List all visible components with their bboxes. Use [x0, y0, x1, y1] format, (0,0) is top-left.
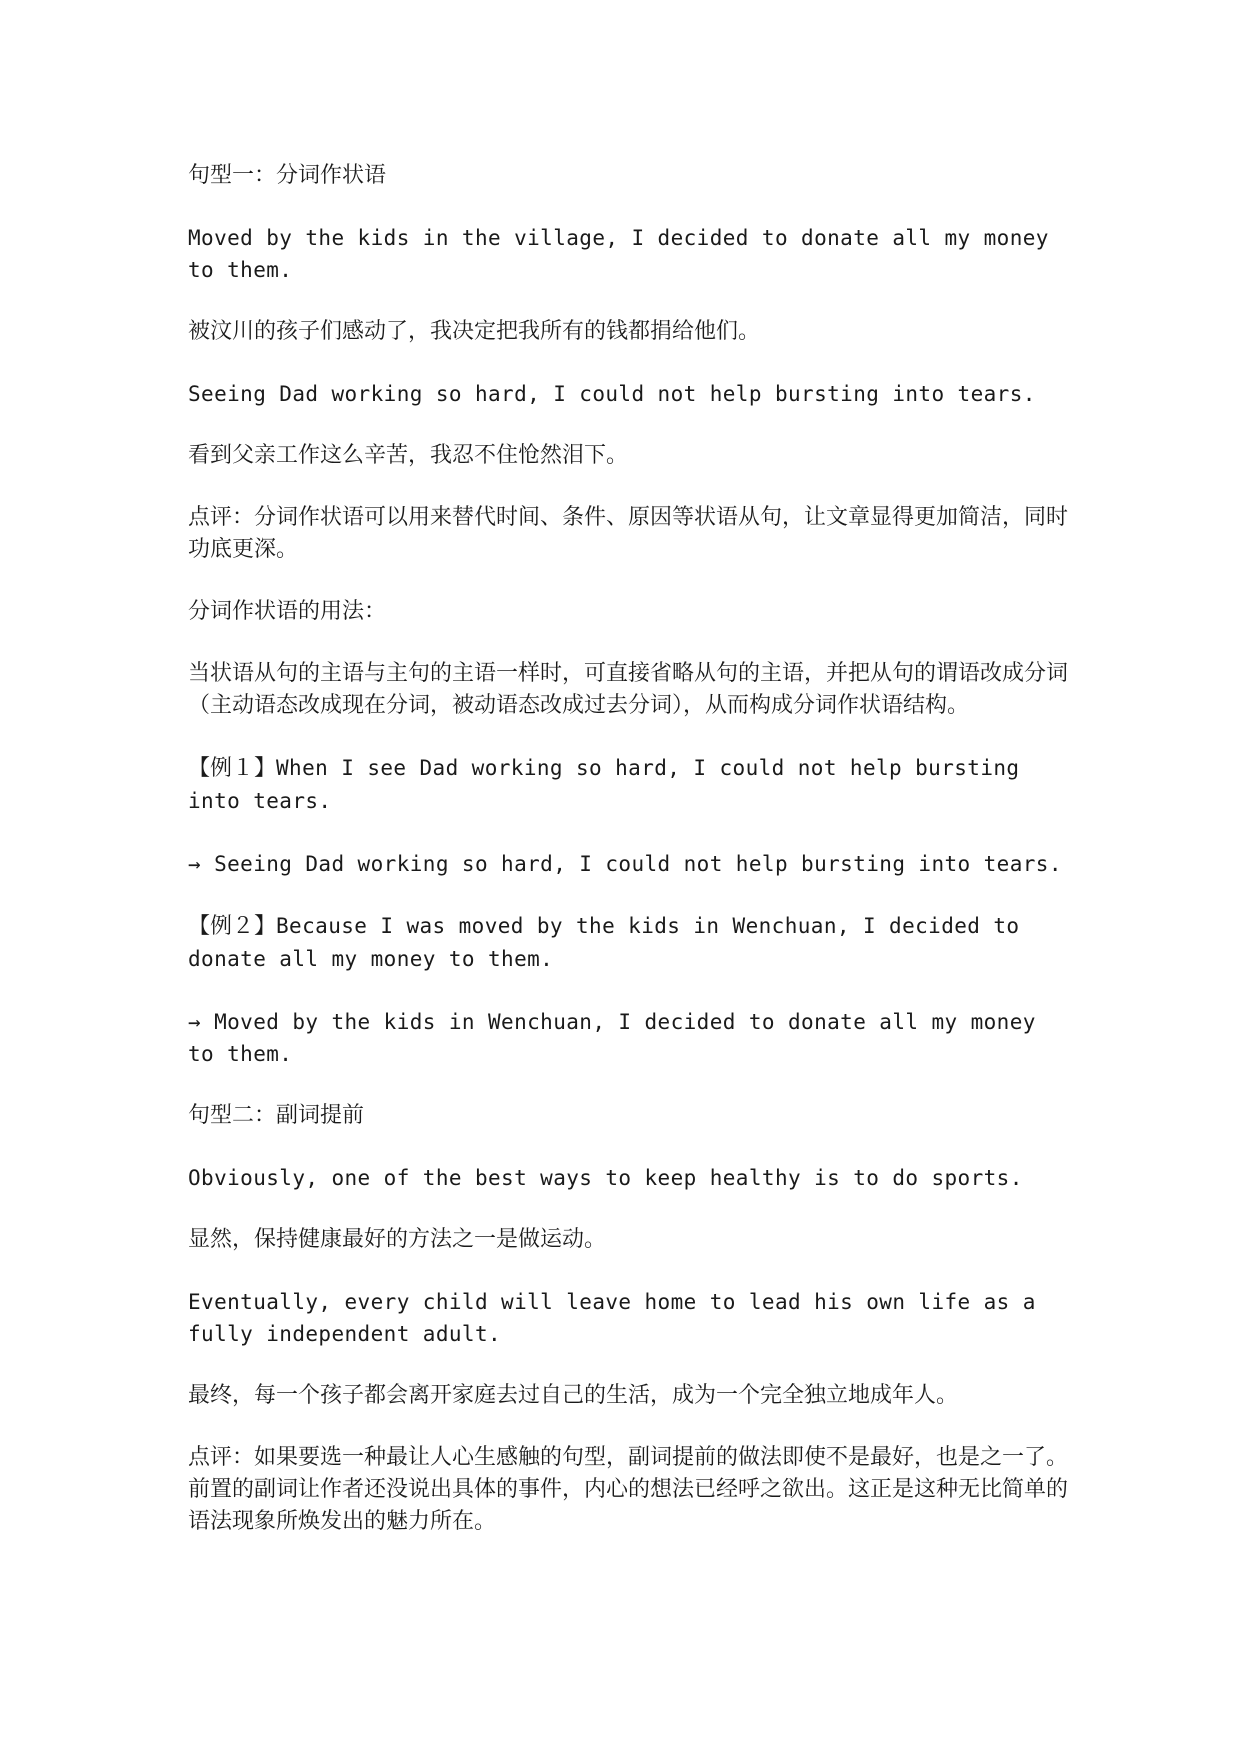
section-1-example-1-zh: 被汶川的孩子们感动了，我决定把我所有的钱都捐给他们。 [188, 319, 761, 344]
section-1-example-tag-2-paragraph [188, 910, 1068, 976]
section-1-example-2-zh: 看到父亲工作这么辛苦，我忍不住怆然泪下。 [188, 443, 629, 468]
section-1-usage-title: 分词作状语的用法： [188, 599, 387, 624]
section-1-comment: 点评：分词作状语可以用来替代时间、条件、原因等状语从句，让文章显得更加简洁，同时功底更深。 [188, 505, 1069, 562]
section-2-example-2-en: Eventually, every child will leave home to lead his own life as a fully independent adult. [188, 1290, 1036, 1346]
document-page [188, 160, 1068, 1568]
section-2-heading: 句型二：副词提前 [188, 1103, 365, 1128]
section-2-example-1-zh: 显然，保持健康最好的方法之一是做运动。 [188, 1227, 607, 1252]
section-2-comment: 点评：如果要选一种最让人心生感触的句型，副词提前的做法即使不是最好，也是之一了。前置的副词让作者还没说出具体的事件，内心的想法已经呼之欲出。这正是这种无比简单的语法现象所焕发出的魅力所在。 [188, 1445, 1069, 1534]
example-tag-1-text: When I see Dad working so hard, I could not help bursting into tears. [188, 756, 1020, 813]
section-1-example-tag-1-paragraph [188, 752, 1068, 818]
example-tag-1: 【例１】 [188, 756, 277, 781]
section-1-example-1-en: Moved by the kids in the village, I decided to donate all my money to them. [188, 226, 1049, 282]
section-2-example-1-en: Obviously, one of the best ways to keep healthy is to do sports. [188, 1166, 1023, 1190]
example-tag-2-result: → Moved by the kids in Wenchuan, I decided to donate all my money to them. [188, 1010, 1036, 1066]
example-tag-1-result: → Seeing Dad working so hard, I could not help bursting into tears. [188, 852, 1062, 876]
section-1-heading: 句型一：分词作状语 [188, 163, 387, 188]
example-tag-2-text: Because I was moved by the kids in Wenchuan, I decided to donate all my money to them. [188, 914, 1020, 971]
section-1-example-2-en: Seeing Dad working so hard, I could not help bursting into tears. [188, 382, 1036, 406]
section-1-usage-text: 当状语从句的主语与主句的主语一样时，可直接省略从句的主语，并把从句的谓语改成分词（主动语态改成现在分词，被动语态改成过去分词），从而构成分词作状语结构。 [188, 661, 1069, 718]
example-tag-2: 【例２】 [188, 914, 277, 939]
section-2-example-2-zh: 最终，每一个孩子都会离开家庭去过自己的生活，成为一个完全独立地成年人。 [188, 1383, 959, 1408]
